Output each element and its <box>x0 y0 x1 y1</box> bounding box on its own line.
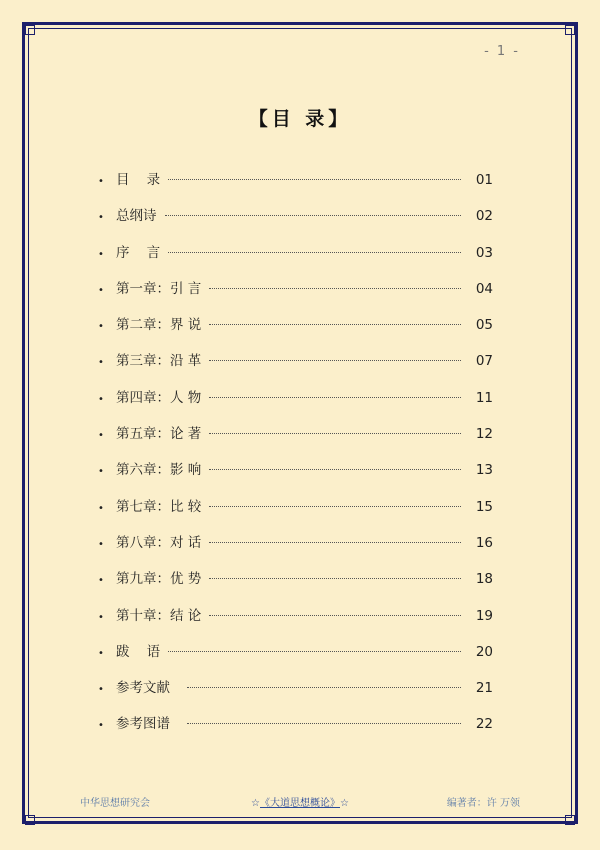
toc-label: 第二章：界 说 <box>116 317 202 334</box>
dot-leader <box>168 651 461 652</box>
toc-page: 04 <box>475 280 493 297</box>
bullet-icon: • <box>98 720 104 732</box>
toc-entry[interactable] <box>98 640 493 676</box>
toc-page: 11 <box>475 389 493 406</box>
toc-entry[interactable] <box>98 495 493 531</box>
toc-label: 第四章：人 物 <box>116 389 202 406</box>
toc-page: 03 <box>475 244 493 261</box>
bullet-icon: • <box>98 611 104 623</box>
toc-label: 第六章：影 响 <box>116 462 202 479</box>
toc-entry[interactable] <box>98 349 493 385</box>
dot-leader <box>187 687 461 688</box>
toc-page: 05 <box>475 317 493 334</box>
toc-page: 15 <box>475 498 493 515</box>
toc-page: 12 <box>475 426 493 443</box>
dot-leader <box>209 578 461 579</box>
toc-page: 21 <box>475 680 493 697</box>
dot-leader <box>209 288 461 289</box>
dot-leader <box>209 433 461 434</box>
dot-leader <box>209 615 461 616</box>
toc-page: 20 <box>475 643 493 660</box>
bullet-icon: • <box>98 466 104 478</box>
toc-entry[interactable] <box>98 712 493 748</box>
page-title: 【目 录】 <box>248 108 352 130</box>
bullet-icon: • <box>98 684 104 696</box>
corner-ornament <box>25 815 35 825</box>
bullet-icon: • <box>98 212 104 224</box>
bullet-icon: • <box>98 321 104 333</box>
footer-organization: 中华思想研究会 <box>80 798 150 809</box>
bullet-icon: • <box>98 248 104 260</box>
dot-leader <box>209 324 461 325</box>
corner-ornament <box>565 815 575 825</box>
bullet-icon: • <box>98 575 104 587</box>
toc-label: 第五章：论 著 <box>116 426 202 443</box>
toc-label: 第一章：引 言 <box>116 280 202 297</box>
dot-leader <box>187 723 461 724</box>
bullet-icon: • <box>98 538 104 550</box>
toc-page: 16 <box>475 534 493 551</box>
toc-entry[interactable] <box>98 676 493 712</box>
toc-page: 02 <box>475 208 493 225</box>
toc-page: 19 <box>475 607 493 624</box>
toc-entry[interactable] <box>98 458 493 494</box>
bullet-icon: • <box>98 430 104 442</box>
toc-entry[interactable] <box>98 604 493 640</box>
dot-leader <box>168 179 461 180</box>
toc-entry[interactable] <box>98 386 493 422</box>
dot-leader <box>209 506 461 507</box>
bullet-icon: • <box>98 357 104 369</box>
toc-label: 第八章：对 话 <box>116 534 202 551</box>
toc-entry[interactable] <box>98 313 493 349</box>
toc-label: 跋 语 <box>116 643 161 660</box>
corner-ornament <box>565 25 575 35</box>
dot-leader <box>209 360 461 361</box>
bullet-icon: • <box>98 176 104 187</box>
book-title-link[interactable]: 《大道思想概论》 <box>260 798 340 809</box>
dot-leader <box>165 215 462 216</box>
toc-label: 第三章：沿 革 <box>116 353 202 370</box>
table-of-contents <box>98 168 493 749</box>
toc-label: 第九章：优 势 <box>116 571 202 588</box>
toc-label: 目 录 <box>116 172 161 188</box>
footer-author: 编著者：许 万领 <box>446 798 520 809</box>
toc-page: 13 <box>475 462 493 479</box>
toc-label: 参考图谱 <box>116 716 179 733</box>
bullet-icon: • <box>98 647 104 659</box>
toc-label: 第十章：结 论 <box>116 607 202 624</box>
bullet-icon: • <box>98 502 104 514</box>
dot-leader <box>168 252 461 253</box>
corner-ornament <box>25 25 35 35</box>
toc-label: 第七章：比 较 <box>116 498 202 515</box>
toc-page: 18 <box>475 571 493 588</box>
toc-entry[interactable] <box>98 241 493 277</box>
star-icon: ☆ <box>340 798 349 809</box>
toc-entry[interactable] <box>98 168 493 204</box>
toc-entry[interactable] <box>98 204 493 240</box>
toc-page: 22 <box>475 716 493 733</box>
toc-entry[interactable] <box>98 531 493 567</box>
toc-label: 序 言 <box>116 244 161 261</box>
toc-page: 07 <box>475 353 493 370</box>
bullet-icon: • <box>98 284 104 296</box>
toc-entry[interactable] <box>98 567 493 603</box>
page-number: - 1 - <box>484 44 520 59</box>
toc-entry[interactable] <box>98 277 493 313</box>
toc-label: 总纲诗 <box>116 208 157 225</box>
dot-leader <box>209 469 461 470</box>
dot-leader <box>209 397 461 398</box>
bullet-icon: • <box>98 393 104 405</box>
toc-page: 01 <box>475 172 493 188</box>
star-icon: ☆ <box>251 798 260 809</box>
dot-leader <box>209 542 461 543</box>
toc-entry[interactable] <box>98 422 493 458</box>
toc-label: 参考文献 <box>116 680 179 697</box>
